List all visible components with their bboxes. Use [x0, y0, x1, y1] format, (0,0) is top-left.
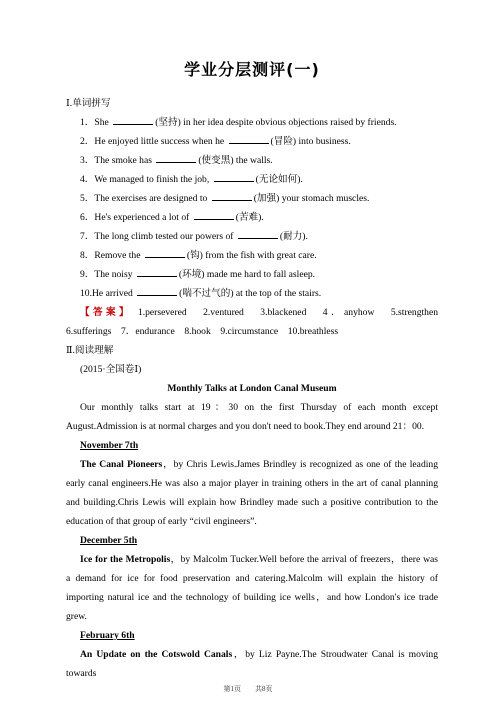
- spelling-item: [80, 113, 438, 132]
- talk-date: November 7th: [80, 440, 139, 451]
- spelling-item: [80, 284, 438, 303]
- answer-blank[interactable]: [156, 153, 196, 163]
- item-text-after: (冒险) into business.: [270, 136, 351, 147]
- answer-text: 1.persevered 2.ventured 3.blackened 4．anyhow 5.strengthen 6.sufferings 7．endurance 8.hook 9.circumstance 10.breathless: [66, 307, 448, 337]
- item-text-before: He's experienced a lot of: [94, 212, 192, 223]
- item-text-after: (环境) made me hard to fall asleep.: [178, 269, 316, 280]
- item-number: 2．: [80, 136, 95, 147]
- talks-list: [66, 436, 438, 683]
- source-note: (2015·全国卷Ⅰ): [80, 364, 142, 375]
- talk-paragraph: [66, 550, 438, 626]
- item-text-before: The exercises are designed to: [94, 193, 210, 204]
- page-title: 学业分层测评(一): [184, 60, 320, 79]
- spelling-item: [80, 189, 438, 208]
- spelling-item: [80, 265, 438, 284]
- item-text-after: (加强) your stomach muscles.: [253, 193, 370, 204]
- item-number: 10.: [80, 288, 92, 299]
- answer-blank[interactable]: [212, 191, 252, 201]
- document-page: [66, 58, 448, 683]
- item-number: 5．: [80, 193, 95, 204]
- talk-title: An Update on the Cotswold Canals: [80, 649, 233, 660]
- spelling-item: [80, 246, 438, 265]
- talk-paragraph: [66, 645, 438, 683]
- item-text-before: We managed to finish the job,: [94, 174, 212, 185]
- answer-blank[interactable]: [145, 248, 185, 258]
- spelling-item: [80, 170, 438, 189]
- answer-blank[interactable]: [137, 286, 177, 296]
- item-text-after: (钩) from the fish with great care.: [186, 250, 317, 261]
- item-text-before: The noisy: [94, 269, 135, 280]
- answer-blank[interactable]: [194, 210, 234, 220]
- talk-paragraph: [66, 455, 438, 531]
- answer-blank[interactable]: [214, 172, 254, 182]
- spelling-items: [66, 113, 438, 303]
- item-text-after: (苦难).: [235, 212, 264, 223]
- answer-blank[interactable]: [238, 229, 278, 239]
- item-text-after: (坚持) in her idea despite obvious objections raised by friends.: [155, 117, 397, 128]
- talk-title: The Canal Pioneers: [80, 459, 163, 470]
- item-number: 1．: [80, 117, 95, 128]
- item-number: 9．: [80, 269, 95, 280]
- item-text-after: (喘不过气的) at the top of the stairs.: [179, 288, 322, 299]
- intro-paragraph: Our monthly talks start at 19：30 on the first Thursday of each month except August.Admission is at normal charges and you don't need to book.They end around 21：00.: [66, 402, 438, 432]
- talk-body: ，by Liz Payne.The Stroudwater Canal is moving towards: [66, 649, 438, 679]
- item-text-before: He arrived: [92, 288, 136, 299]
- talk-date: February 6th: [80, 630, 135, 641]
- talk-title: Ice for the Metropolis: [80, 554, 171, 565]
- spelling-item: [80, 208, 438, 227]
- talk-date: December 5th: [80, 535, 138, 546]
- answer-blank[interactable]: [229, 134, 269, 144]
- answer-block: [66, 303, 448, 341]
- spelling-item: [80, 151, 438, 170]
- spelling-item: [80, 132, 438, 151]
- item-text-before: The smoke has: [94, 155, 155, 166]
- item-text-before: He enjoyed little success when he: [94, 136, 227, 147]
- item-number: 8．: [80, 250, 95, 261]
- item-text-after: (无论如何).: [255, 174, 303, 185]
- section-heading-reading: Ⅱ.阅读理解: [66, 345, 114, 356]
- item-number: 3．: [80, 155, 95, 166]
- spelling-item: [80, 227, 438, 246]
- section-heading-spelling: Ⅰ.单词拼写: [66, 98, 111, 109]
- item-text-before: The long climb tested our powers of: [94, 231, 236, 242]
- answer-blank[interactable]: [113, 115, 153, 125]
- item-text-before: Remove the: [94, 250, 143, 261]
- item-text-before: She: [94, 117, 112, 128]
- item-number: 7．: [80, 231, 95, 242]
- page-footer: 第1页 共8页: [223, 685, 273, 693]
- talk-body: ，by Malcolm Tucker.Well before the arrival of freezers，there was a demand for ice for food preservation and catering.Malcolm will explain the history of importing natural ice and the technology of building ice wells，and how London's ice trade grew.: [66, 554, 438, 622]
- item-text-after: (耐力).: [279, 231, 308, 242]
- item-number: 4．: [80, 174, 95, 185]
- answer-blank[interactable]: [137, 267, 177, 277]
- article-title: Monthly Talks at London Canal Museum: [167, 383, 337, 394]
- talk-body: ，by Chris Lewis.James Brindley is recognized as one of the leading early canal engineers.He was also a major player in training others in the art of canal planning and building.Chris Lewis will explain how Brindley made such a positive contribution to the education of that group of early “civil engineers”.: [66, 459, 438, 527]
- item-text-after: (使变黑) the walls.: [198, 155, 273, 166]
- answer-tag: 【答案】: [80, 307, 133, 318]
- item-number: 6．: [80, 212, 95, 223]
